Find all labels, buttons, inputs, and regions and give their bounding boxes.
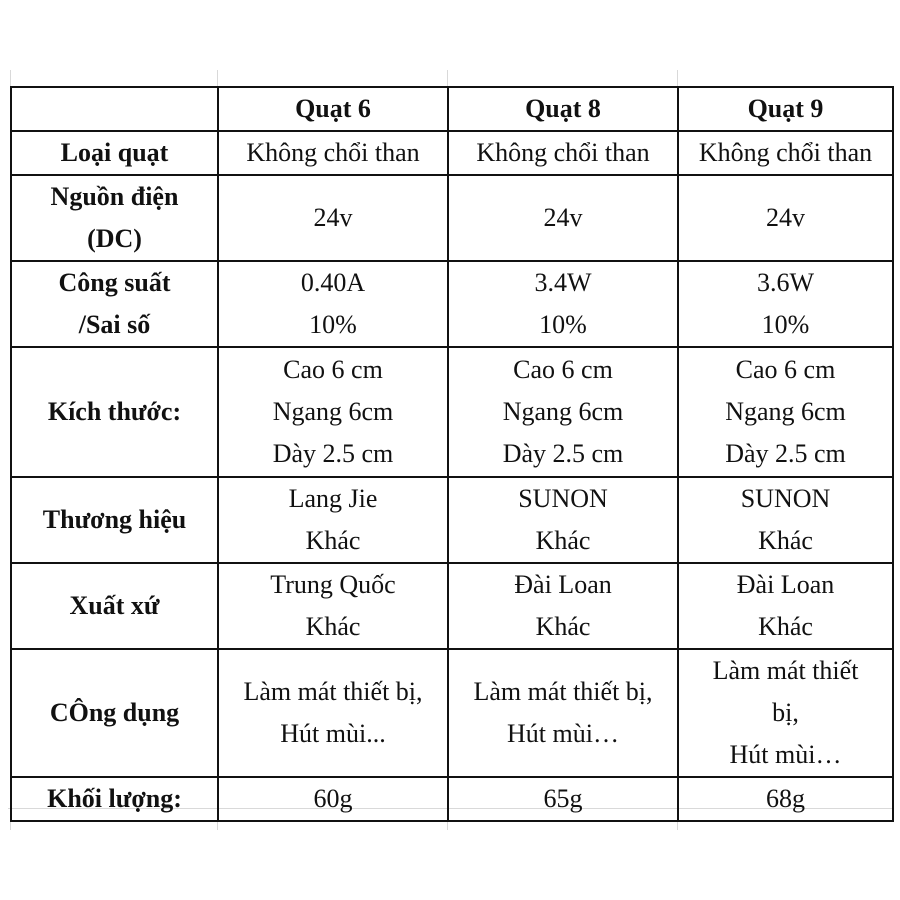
row-label: CÔng dụng (11, 649, 218, 777)
row-label: Công suất /Sai số (11, 261, 218, 347)
row-power-source (11, 175, 893, 261)
table-cell: 65g (448, 777, 678, 821)
header-row (11, 87, 893, 131)
header-corner (11, 87, 218, 131)
row-label: Nguồn điện (DC) (11, 175, 218, 261)
table-cell: Làm mát thiết bị, Hút mùi... (218, 649, 448, 777)
table-cell: Không chổi than (448, 131, 678, 175)
table-cell: Cao 6 cm Ngang 6cm Dày 2.5 cm (678, 347, 893, 477)
header-quat-9: Quạt 9 (678, 87, 893, 131)
table-cell: 24v (218, 175, 448, 261)
table-cell: Cao 6 cm Ngang 6cm Dày 2.5 cm (448, 347, 678, 477)
table-cell: Làm mát thiết bị, Hút mùi… (678, 649, 893, 777)
row-label: Thương hiệu (11, 477, 218, 563)
row-dimensions (11, 347, 893, 477)
row-usage (11, 649, 893, 777)
row-label: Kích thước: (11, 347, 218, 477)
table-cell: 3.4W 10% (448, 261, 678, 347)
table-cell: Cao 6 cm Ngang 6cm Dày 2.5 cm (218, 347, 448, 477)
row-origin (11, 563, 893, 649)
table-cell: 0.40A 10% (218, 261, 448, 347)
spec-table (10, 86, 894, 822)
row-brand (11, 477, 893, 563)
table-cell: Làm mát thiết bị, Hút mùi… (448, 649, 678, 777)
table-cell: Đài Loan Khác (448, 563, 678, 649)
row-label: Khối lượng: (11, 777, 218, 821)
table-cell: 3.6W 10% (678, 261, 893, 347)
header-quat-6: Quạt 6 (218, 87, 448, 131)
table-cell: Không chổi than (218, 131, 448, 175)
row-fan-type (11, 131, 893, 175)
table-cell: 68g (678, 777, 893, 821)
table-cell: SUNON Khác (678, 477, 893, 563)
table-cell: Lang Jie Khác (218, 477, 448, 563)
table-cell: 24v (448, 175, 678, 261)
table-cell: 60g (218, 777, 448, 821)
row-weight (11, 777, 893, 821)
row-label: Loại quạt (11, 131, 218, 175)
header-quat-8: Quạt 8 (448, 87, 678, 131)
table-cell: Đài Loan Khác (678, 563, 893, 649)
row-label: Xuất xứ (11, 563, 218, 649)
table-cell: SUNON Khác (448, 477, 678, 563)
table-cell: Trung Quốc Khác (218, 563, 448, 649)
row-power-rating (11, 261, 893, 347)
table-cell: 24v (678, 175, 893, 261)
table-cell: Không chổi than (678, 131, 893, 175)
